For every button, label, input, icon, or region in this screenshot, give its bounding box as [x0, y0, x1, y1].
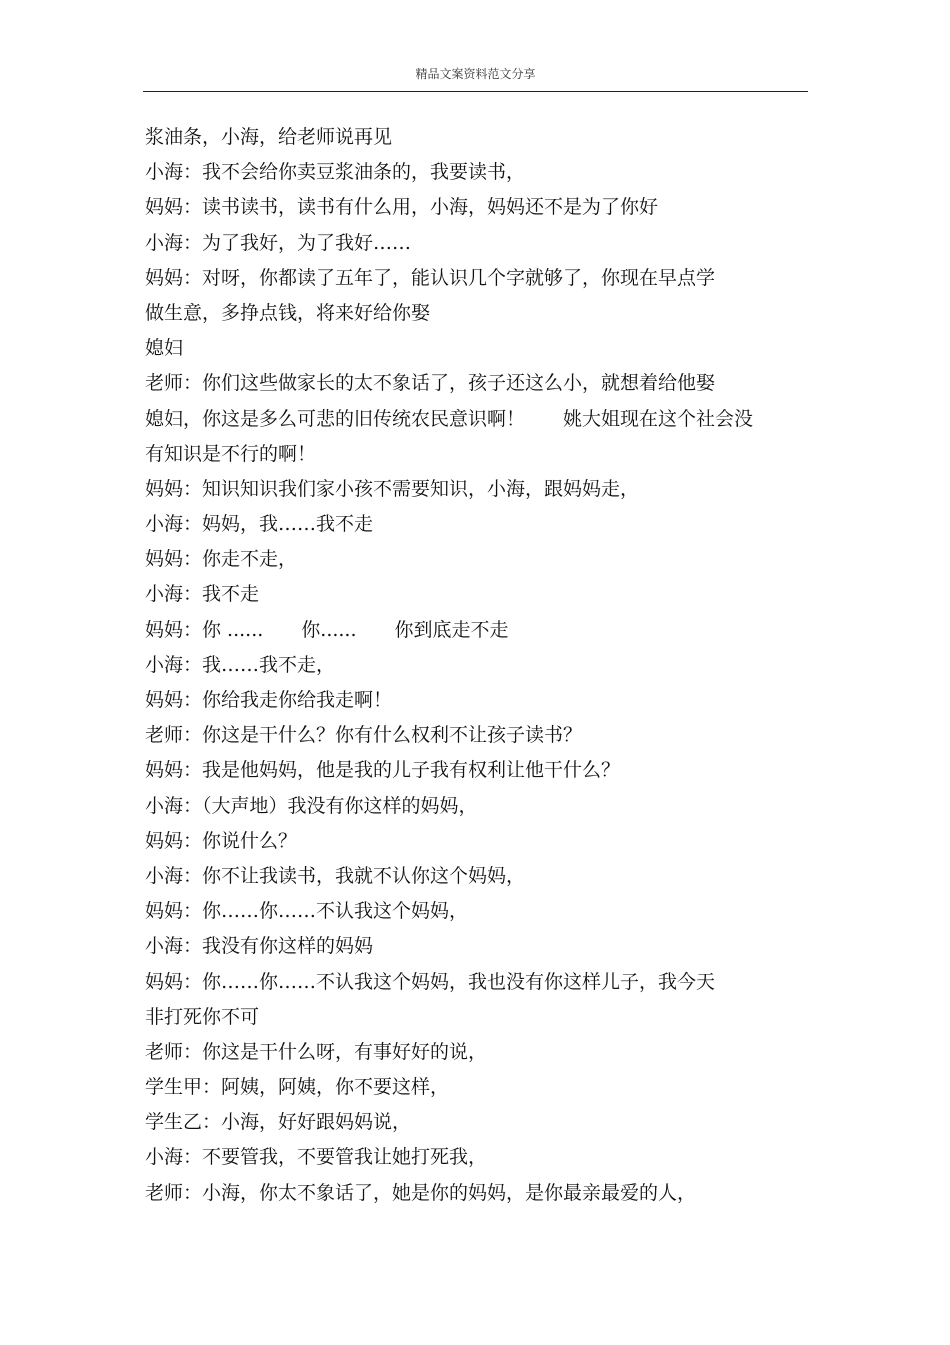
text-line: 小海：为了我好，为了我好…… — [145, 231, 412, 254]
text-line: 妈妈：你……你……不认我这个妈妈， — [145, 900, 469, 923]
text-line: 小海：妈妈，我……我不走 — [145, 513, 374, 536]
text-line: 妈妈：对呀，你都读了五年了，能认识几个字就够了，你现在早点学 — [145, 266, 716, 289]
text-line: 妈妈：我是他妈妈，他是我的儿子我有权利让他干什么？ — [145, 759, 621, 782]
text-line: 小海：我不走 — [145, 583, 260, 606]
text-line: 老师：你们这些做家长的太不象话了，孩子还这么小，就想着给他娶 — [145, 372, 716, 395]
page-header: 精品文案资料范文分享 — [415, 67, 536, 81]
header-divider — [143, 91, 808, 92]
text-line: 老师：你这是干什么呀，有事好好的说， — [145, 1040, 488, 1063]
text-line: 浆油条，小海，给老师说再见 — [145, 126, 393, 148]
text-line: 小海：我不会给你卖豆浆油条的，我要读书， — [145, 161, 526, 184]
text-line: 老师：你这是干什么？你有什么权利不让孩子读书？ — [145, 724, 583, 747]
text-line: 小海：不要管我，不要管我让她打死我， — [145, 1146, 488, 1169]
text-line: 老师：小海，你太不象话了，她是你的妈妈，是你最亲最爱的人， — [145, 1181, 697, 1204]
text-line: 做生意，多挣点钱，将来好给你娶 — [145, 301, 431, 324]
text-line: 非打死你不可 — [145, 1005, 260, 1028]
text-line: 妈妈：你走不走， — [145, 548, 298, 571]
text-line: 学生乙：小海，好好跟妈妈说， — [145, 1111, 412, 1134]
text-line: 妈妈：知识知识我们家小孩不需要知识，小海，跟妈妈走， — [145, 477, 640, 500]
text-line: 妈妈：你说什么？ — [145, 829, 298, 852]
text-line: 妈妈：你给我走你给我走啊！ — [145, 689, 393, 711]
text-line: 妈妈：你……你……不认我这个妈妈，我也没有你这样儿子，我今天 — [145, 970, 716, 993]
text-line: 小海：我……我不走， — [145, 653, 336, 676]
text-line: 小海：（大声地）我没有你这样的妈妈， — [145, 794, 478, 817]
text-line: 妈妈：读书读书，读书有什么用，小海，妈妈还不是为了你好 — [145, 196, 659, 219]
text-line: 学生甲：阿姨，阿姨，你不要这样， — [145, 1076, 450, 1099]
text-line: 妈妈：你 ...... 你...... 你到底走不走 — [145, 618, 509, 641]
text-line: 小海：我没有你这样的妈妈 — [145, 935, 374, 958]
script-body — [145, 120, 805, 1211]
text-line: 有知识是不行的啊！ — [145, 442, 317, 465]
text-line: 媳妇 — [145, 337, 184, 360]
text-line: 媳妇，你这是多么可悲的旧传统农民意识啊！ 姚大姐现在这个社会没 — [145, 407, 754, 430]
text-line: 小海：你不让我读书，我就不认你这个妈妈， — [145, 864, 526, 887]
